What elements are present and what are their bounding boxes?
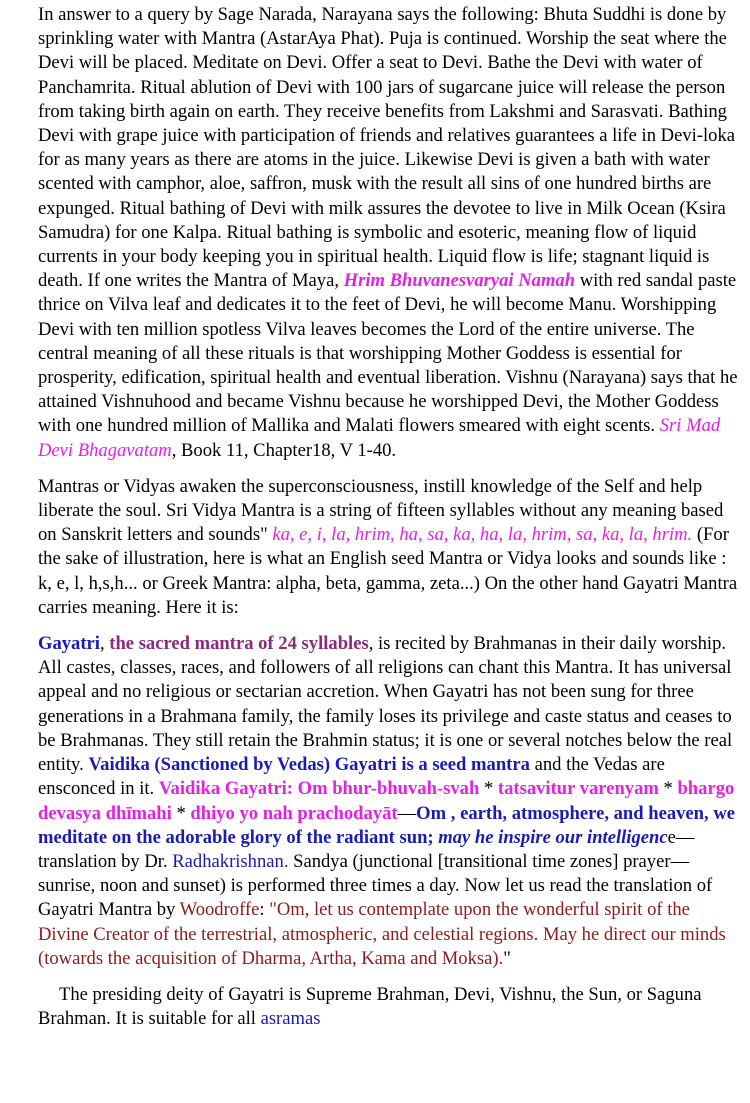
gayatri-line-2: tatsavitur varenyam xyxy=(497,778,659,800)
text: Sandya (junctional [transitional time zones] prayer—sunrise, noon and sunset) is performed three times a day. Now let us read the translation of Gayatri Mantra by xyxy=(38,850,713,921)
sacred-mantra-phrase: the sacred mantra of 24 syllables xyxy=(109,633,369,655)
paragraph-gayatri xyxy=(38,632,740,971)
text: In answer to a query by Sage Narada, Narayana says the following: Bhuta Suddhi is done by sprinkling water with Mantra (AstarAya Phat). Puja is continued. Worship the seat where the Devi will be placed. Meditate on Devi. Offer a seat to Devi. Bathe the Devi with water of Panchamrita. Ritual ablution of Devi with 100 jars of sugarcane juice will release the person from taking birth again on earth. They receive benefits from Lakshmi and Sarasvati. Bathing Devi with grape juice with participation of friends and relatives guarantees a life in Devi-loka for as many years as there are atoms in the juice. Likewise Devi is given a bath with water scented with camphor, aloe, saffron, musk with the result all sins of one hundred births are expunged. Ritual bathing of Devi with milk assures the devotee to live in Milk Ocean (Ksira Samudra) for one Kalpa. Ritual bathing is symbolic and esoteric, meaning flow of liquid currents in your body keeping you in spiritual health. Liquid flow is life; stagnant liquid is death. If one writes the Mantra of Maya, xyxy=(38,4,736,292)
text: Mantras or Vidyas awaken the superconsciousness, instill knowledge of the Self and help liberate the soul. Sri Vidya Mantra is a string of fifteen syllables without any meaning based on Sanskrit letters and sounds" xyxy=(38,475,724,546)
radhakrishnan-name: Radhakrishnan. xyxy=(172,850,289,872)
text: with red sandal paste thrice on Vilva leaf and dedicates it to the feet of Devi, he will become Manu. Worshipping Devi with ten million spotless Vilva leaves becomes the Lord of the entire universe. The central meaning of all these rituals is that worshipping Mother Goddess is essential for prosperity, edification, spiritual health and eventual liberation. Vishnu (Narayana) says that he attained Vishnuhood and became Vishnu because he worshipped Devi, the Mother Goddess with one hundred million of Mallika and Malati flowers smeared with eight scents. xyxy=(38,270,738,437)
paragraph-presiding-deity xyxy=(38,983,740,1031)
asramas-term: asramas xyxy=(260,1008,321,1030)
maya-mantra: Hrim Bhuvanesvaryai Namah xyxy=(343,270,576,292)
vaidika-seed-mantra: Vaidika (Sanctioned by Vedas) Gayatri is a seed mantra xyxy=(88,754,530,776)
text: , xyxy=(99,633,110,655)
separator: * xyxy=(658,778,678,800)
text: , Book 11, Chapter18, V 1-40. xyxy=(171,439,397,461)
source-title: Sri Mad Devi Bhagavatam xyxy=(38,415,721,461)
radhakrishnan-translation: Om , earth, atmosphere, and heaven, we meditate on the adorable glory of the radiant sun; xyxy=(38,802,735,848)
gayatri-term: Gayatri xyxy=(38,633,100,655)
paragraph-bathing-rituals xyxy=(38,3,740,463)
separator: * xyxy=(171,802,191,824)
text: , is recited by Brahmanas in their daily worship. All castes, classes, races, and followers of all religions can chant this Mantra. It has universal appeal and no religious or sectarian accretion. When Gayatri has not been sung for three generations in a Brahmana family, the family loses its privilege and caste status and ceases to be Brahmanas. They still retain the Brahmin status; it is one or several notches below the real entity. xyxy=(38,633,733,776)
separator: * xyxy=(479,778,498,800)
gayatri-line-3: bhargo devasya dhīmahi xyxy=(38,778,735,824)
text: " xyxy=(503,947,511,969)
text: : xyxy=(259,899,265,921)
text: and the Vedas are ensconced in it. xyxy=(38,754,665,800)
sri-vidya-syllables: ka, e, i, la, hrim, ha, sa, ka, ha, la, hrim, sa, ka, la, hrim. xyxy=(272,524,693,546)
text: e—translation by Dr. xyxy=(38,826,695,872)
gayatri-line-4: dhiyo yo nah prachodayāt xyxy=(190,802,398,824)
dash: — xyxy=(397,802,417,824)
woodroffe-translation: "Om, let us contemplate upon the wonderful spirit of the Divine Creator of the terrestrial, atmospheric, and celestial regions. May he direct our minds (towards the acquisition of Dharma, Artha, Kama and Moksa). xyxy=(38,899,726,969)
text: The presiding deity of Gayatri is Supreme Brahman, Devi, Vishnu, the Sun, or Saguna Brahman. It is suitable for all xyxy=(38,983,702,1030)
gayatri-line-1: Vaidika Gayatri: Om bhur-bhuvah-svah xyxy=(158,778,480,800)
text: (For the sake of illustration, here is what an English seed Mantra or Vidya looks and sounds like : k, e, l, h,s,h... or Greek Mantra: alpha, beta, gamma, zeta...) On the other hand Gayatri Mantra carries meaning. Here it is: xyxy=(38,524,738,618)
paragraph-mantras-vidyas xyxy=(38,475,740,620)
woodroffe-name: Woodroffe xyxy=(179,899,260,921)
radhakrishnan-translation-end: may he inspire our intelligenc xyxy=(438,826,668,848)
